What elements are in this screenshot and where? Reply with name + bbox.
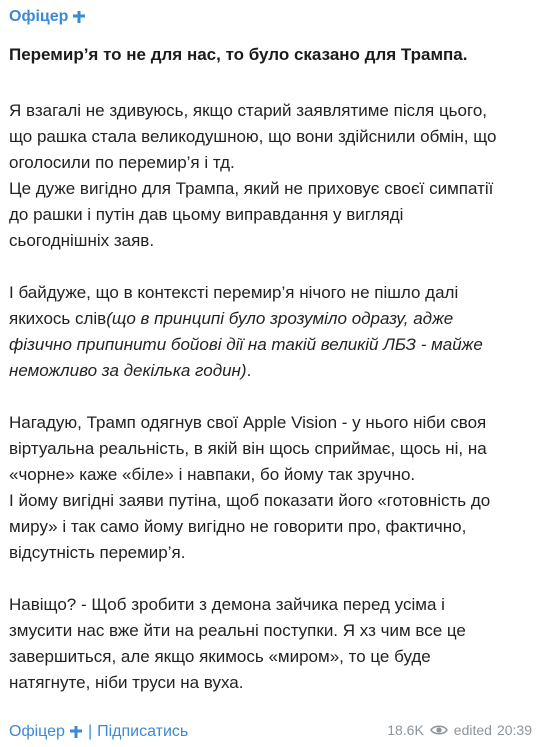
subscribe-link[interactable]: Підписатись bbox=[97, 723, 189, 740]
footer-channel-name: Офіцер bbox=[9, 723, 65, 740]
cross-icon bbox=[69, 725, 83, 739]
cross-icon bbox=[72, 10, 86, 24]
post-paragraph-1: Я взагалі не здивуюсь, якщо старий заявлятиме після цього, що рашка стала великодушною, що вони здійснили обмін, що оголосили по перемир’я і тд. Це дуже вигідно для Трампа, який не приховує своєї симпатії до рашки і путін дав цьому виправдання у вигляді сьогоднішніх заяв. bbox=[9, 101, 497, 250]
eye-icon bbox=[430, 724, 448, 736]
post-time: 20:39 bbox=[496, 722, 532, 738]
post-footer bbox=[9, 720, 537, 744]
post-header bbox=[9, 6, 537, 28]
paragraph-2-italic-text: (що в принципі було зрозуміло одразу, адже фізично припинити бойові дії на такій великій ЛБЗ - майже неможливо за декілька годин) bbox=[9, 309, 483, 380]
footer-channel-link[interactable] bbox=[9, 723, 83, 741]
view-count: 18.6K bbox=[387, 722, 424, 738]
footer-separator: | bbox=[87, 723, 93, 740]
post-paragraph-4: Навіщо? - Щоб зробити з демона зайчика перед усіма і змусити нас вже йти на реальні поступки. Я хз чим все це завершиться, але якщо якимось «миром», то це буде натягнуте, ніби труси на вуха. bbox=[9, 595, 466, 692]
post-paragraph-3: Нагадую, Трамп одягнув свої Apple Vision - у нього ніби своя віртуальна реальність, в якій він щось сприймає, щось ні, на «чорне» каже «біле» і навпаки, бо йому так зручно. І йому вигідні заяви путіна, щоб показати його «готовність до миру» і так само йому вигідно не говорити про, фактично, відсутність перемир’я. bbox=[9, 413, 491, 562]
edited-label: edited bbox=[453, 722, 492, 738]
post-paragraph-2 bbox=[9, 280, 537, 384]
post-meta bbox=[387, 722, 532, 738]
paragraph-2-end: . bbox=[246, 361, 252, 380]
paragraph-2-text: І байдуже, що в контексті перемир’я нічого не пішло далі якихось слів bbox=[9, 283, 459, 328]
post-headline: Перемир’я то не для нас, то було сказано для Трампа. bbox=[9, 45, 468, 64]
channel-name-link[interactable]: Офіцер bbox=[9, 8, 69, 25]
